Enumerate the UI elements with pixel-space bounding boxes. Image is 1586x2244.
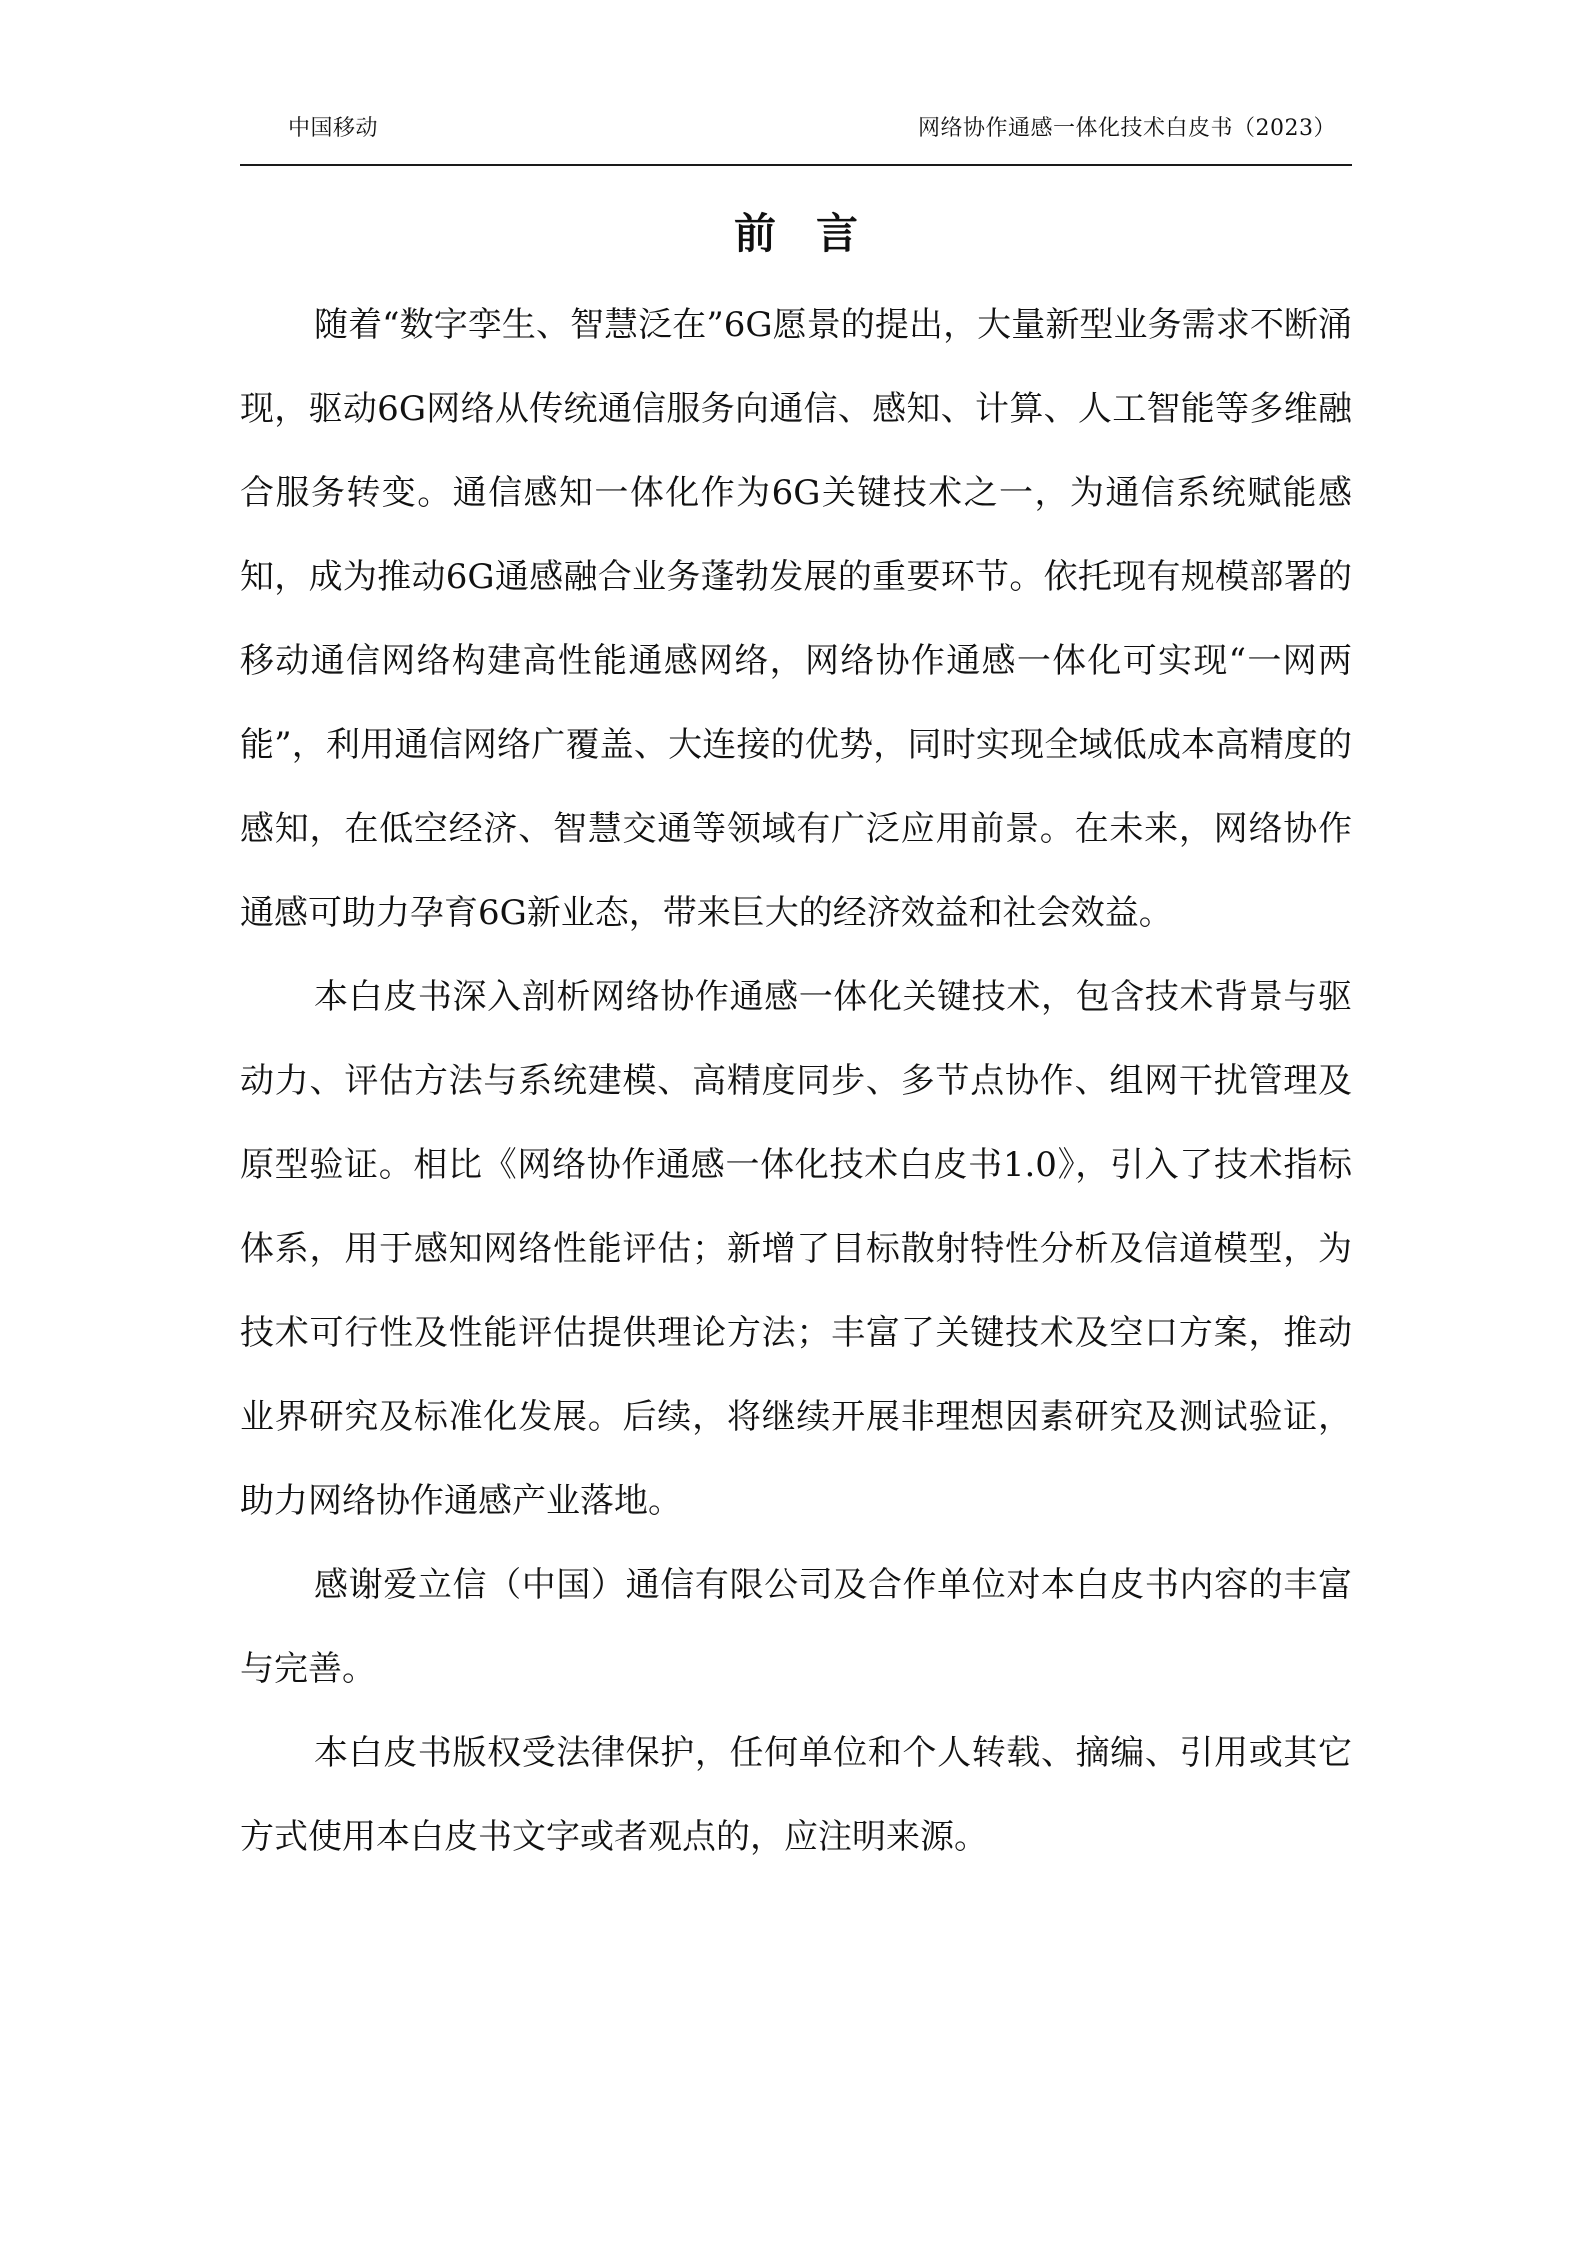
page-title: 前言	[733, 209, 898, 258]
paragraph-intro: 随着“数字孪生、智慧泛在”6G愿景的提出，大量新型业务需求不断涌现，驱动6G网络从传统通信服务向通信、感知、计算、人工智能等多维融合服务转变。通信感知一体化作为6G关键技术之一，为通信系统赋能感知，成为推动6G通感融合业务蓬勃发展的重要环节。依托现有规模部署的移动通信网络构建高性能通感网络，网络协作通感一体化可实现“一网两能”，利用通信网络广覆盖、大连接的优势，同时实现全域低成本高精度的感知，在低空经济、智慧交通等领域有广泛应用前景。在未来，网络协作通感可助力孕育6G新业态，带来巨大的经济效益和社会效益。	[240, 305, 1352, 933]
paragraph-acknowledgement: 感谢爱立信（中国）通信有限公司及合作单位对本白皮书内容的丰富与完善。	[240, 1565, 1352, 1689]
paragraph-contents: 本白皮书深入剖析网络协作通感一体化关键技术，包含技术背景与驱动力、评估方法与系统建模、高精度同步、多节点协作、组网干扰管理及原型验证。相比《网络协作通感一体化技术白皮书1.0》，引入了技术指标体系，用于感知网络性能评估；新增了目标散射特性分析及信道模型，为技术可行性及性能评估提供理论方法；丰富了关键技术及空口方案，推动业界研究及标准化发展。后续，将继续开展非理想因素研究及测试验证，助力网络协作通感产业落地。	[240, 977, 1352, 1521]
page-header	[240, 112, 1352, 166]
preface-body	[240, 283, 1352, 1879]
header-document-title: 网络协作通感一体化技术白皮书（2023）	[918, 116, 1336, 141]
header-organization: 中国移动	[288, 116, 379, 141]
paragraph-copyright: 本白皮书版权受法律保护，任何单位和个人转载、摘编、引用或其它方式使用本白皮书文字或者观点的，应注明来源。	[240, 1733, 1352, 1857]
